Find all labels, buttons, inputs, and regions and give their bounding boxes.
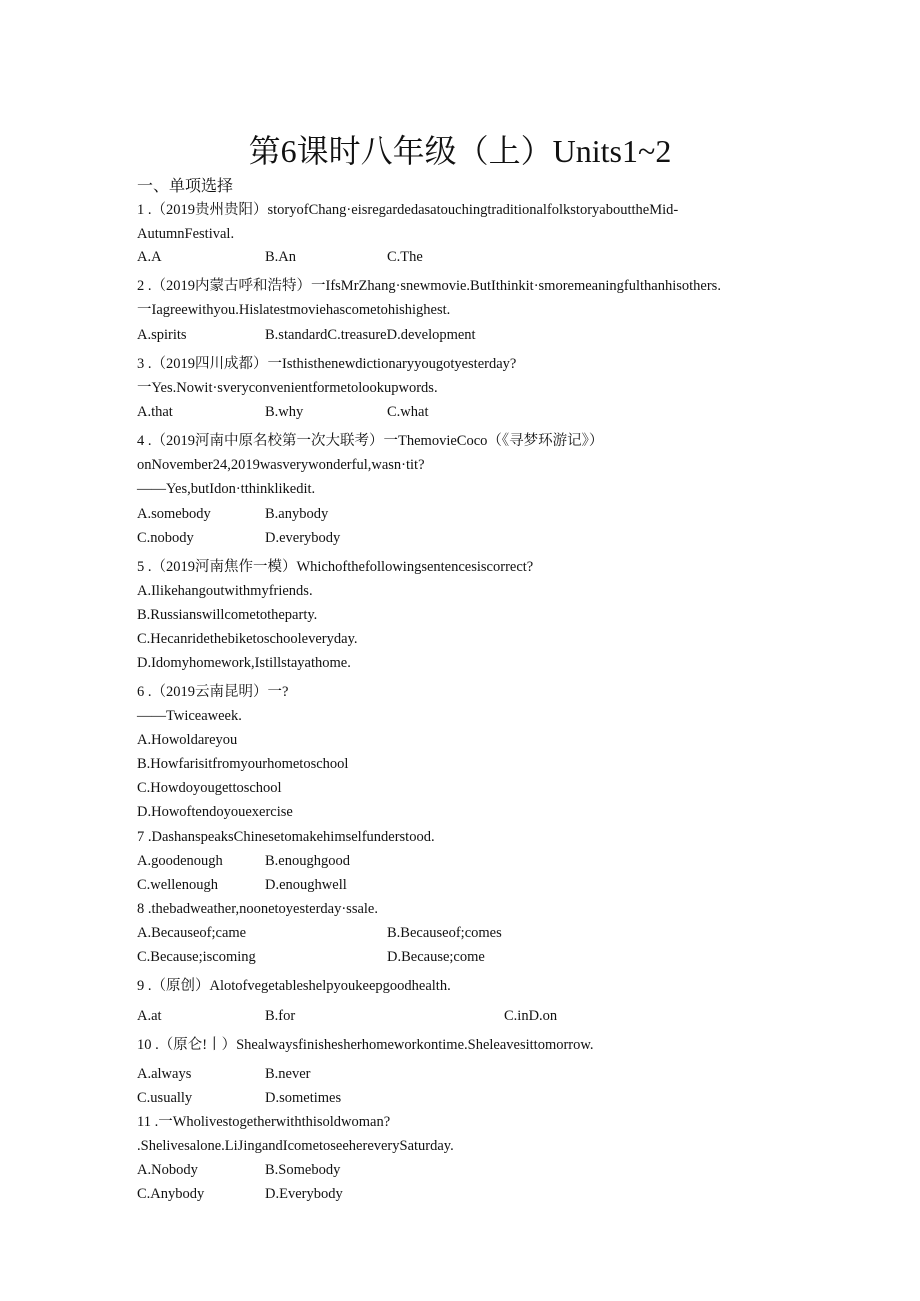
question-11-option-a: A.Nobody: [137, 1162, 198, 1178]
question-8-option-a: A.Becauseof;came: [137, 925, 247, 941]
question-4-option-d: D.everybody: [265, 530, 341, 546]
question-6-option-a: A.Howoldareyou: [137, 732, 238, 748]
question-5-option-d: D.Idomyhomework,Istillstayathome.: [137, 655, 351, 671]
question-7-option-b: B.enoughgood: [265, 853, 350, 869]
question-5-option-c: C.Hecanridethebiketoschooleveryday.: [137, 631, 358, 647]
question-8-option-c: C.Because;iscoming: [137, 949, 256, 965]
question-3-option-c: C.what: [387, 404, 429, 420]
question-11-line-2: .Shelivesalone.LiJingandIcometoseehereverySaturday.: [137, 1138, 454, 1154]
question-5-option-a: A.Ilikehangoutwithmyfriends.: [137, 583, 313, 599]
question-6-option-d: D.Howoftendoyouexercise: [137, 804, 293, 820]
question-4-option-a: A.somebody: [137, 506, 211, 522]
section-heading: 一、单项选择: [137, 176, 234, 195]
question-9-option-cd: C.inD.on: [504, 1008, 558, 1024]
question-2-option-a: A.spirits: [137, 327, 187, 343]
question-1-option-b: B.An: [265, 249, 297, 265]
question-6-option-c: C.Howdoyougettoschool: [137, 780, 282, 796]
question-4-option-c: C.nobody: [137, 530, 194, 546]
question-8-line-1: 8 .thebadweather,noonetoyesterday·ssale.: [137, 901, 378, 917]
question-1-option-c: C.The: [387, 249, 423, 265]
question-9-option-a: A.at: [137, 1008, 162, 1024]
question-3-line-2: 一Yes.Nowit·sveryconvenientformetolookupwords.: [137, 380, 438, 396]
question-5-line-1: 5 .（2019河南焦作一模）Whichofthefollowingsentencesiscorrect?: [137, 559, 534, 575]
question-1-option-a: A.A: [137, 249, 162, 265]
question-4-line-1: 4 .（2019河南中原名校第一次大联考）一ThemovieCoco（《寻梦环游记》）: [137, 433, 604, 449]
question-8-option-d: D.Because;come: [387, 949, 485, 965]
question-7-option-a: A.goodenough: [137, 853, 223, 869]
question-1-line-2: AutumnFestival.: [137, 226, 235, 242]
question-11-option-d: D.Everybody: [265, 1186, 343, 1202]
question-4-line-3: ——Yes,butIdon·tthinklikedit.: [137, 481, 316, 497]
question-3-option-a: A.that: [137, 404, 173, 420]
question-10-option-c: C.usually: [137, 1090, 193, 1106]
question-2-line-1: 2 .（2019内蒙古呼和浩特）一IfsMrZhang·snewmovie.ButIthinkit·smoremeaningfulthanhisothers.: [137, 278, 721, 294]
question-8-option-b: B.Becauseof;comes: [387, 925, 502, 941]
question-10-option-b: B.never: [265, 1066, 311, 1082]
question-7-option-d: D.enoughwell: [265, 877, 347, 893]
question-11-line-1: 11 .一Wholivestogetherwiththisoldwoman?: [137, 1114, 391, 1130]
question-2-line-2: 一Iagreewithyou.Hislatestmoviehascometohishighest.: [137, 302, 451, 318]
question-4-option-b: B.anybody: [265, 506, 329, 522]
question-9-option-b: B.for: [265, 1008, 296, 1024]
question-10-option-a: A.always: [137, 1066, 192, 1082]
question-1-line-1: 1 .（2019贵州贵阳）storyofChang·eisregardedasatouchingtraditionalfolkstoryabouttheMid-: [137, 202, 679, 218]
question-6-option-b: B.Howfarisitfromyourhometoschool: [137, 756, 349, 772]
question-6-line-2: ——Twiceaweek.: [137, 708, 242, 724]
question-2-option-bcd: B.standardC.treasureD.development: [265, 327, 476, 343]
question-6-line-1: 6 .（2019云南昆明）一?: [137, 684, 289, 700]
question-11-option-c: C.Anybody: [137, 1186, 205, 1202]
question-3-option-b: B.why: [265, 404, 304, 420]
question-10-option-d: D.sometimes: [265, 1090, 342, 1106]
question-10-line-1: 10 .（原仑!丨）Shealwaysfinishesherhomeworkontime.Sheleavesittomorrow.: [137, 1037, 594, 1053]
question-9-line-1: 9 .（原创）Alotofvegetableshelpyoukeepgoodhealth.: [137, 978, 451, 994]
question-11-option-b: B.Somebody: [265, 1162, 341, 1178]
page-title: 第6课时八年级（上）Units1~2: [248, 133, 672, 169]
question-7-option-c: C.wellenough: [137, 877, 218, 893]
question-3-line-1: 3 .（2019四川成都）一Isthisthenewdictionaryyougotyesterday?: [137, 356, 517, 372]
question-7-line-1: 7 .DashanspeaksChinesetomakehimselfunderstood.: [137, 829, 435, 845]
question-5-option-b: B.Russianswillcometotheparty.: [137, 607, 318, 623]
question-4-line-2: onNovember24,2019wasverywonderful,wasn·tit?: [137, 457, 425, 473]
